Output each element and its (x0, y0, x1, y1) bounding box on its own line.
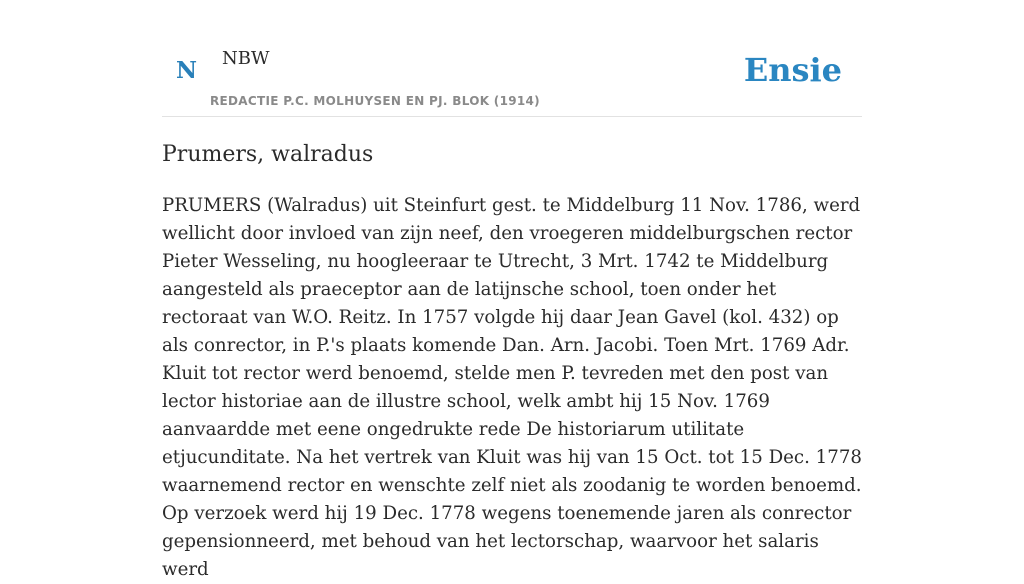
source-logo[interactable]: N (176, 57, 198, 84)
source-editors: REDACTIE P.C. MOLHUYSEN EN PJ. BLOK (1914) (210, 94, 540, 108)
source-name[interactable]: NBW (222, 48, 270, 69)
ensie-logo[interactable]: Ensie (743, 51, 842, 89)
source-header (162, 0, 862, 117)
article-body: PRUMERS (Walradus) uit Steinfurt gest. te Middelburg 11 Nov. 1786, werd wellicht door invloed van zijn neef, den vroegeren middelburgschen rector Pieter Wesseling, nu hoogleeraar te Utrecht, 3 Mrt. 1742 te Middelburg aangesteld als praeceptor aan de latijnsche school, toen onder het rectoraat van W.O. Reitz. In 1757 volgde hij daar Jean Gavel (kol. 432) op als conrector, in P.'s plaats komende Dan. Arn. Jacobi. Toen Mrt. 1769 Adr. Kluit tot rector werd benoemd, stelde men P. tevreden met den post van lector historiae aan de illustre school, welk ambt hij 15 Nov. 1769 aanvaardde met eene ongedrukte rede De historiarum utilitate etjucunditate. Na het vertrek van Kluit was hij van 15 Oct. tot 15 Dec. 1778 waarnemend rector en wenschte zelf niet als zoodanig te worden benoemd. Op verzoek werd hij 19 Dec. 1778 wegens toenemende jaren als conrector gepensionneerd, met behoud van het lectorschap, waarvoor het salaris werd (162, 195, 862, 580)
article-title: Prumers, walradus (162, 142, 374, 167)
